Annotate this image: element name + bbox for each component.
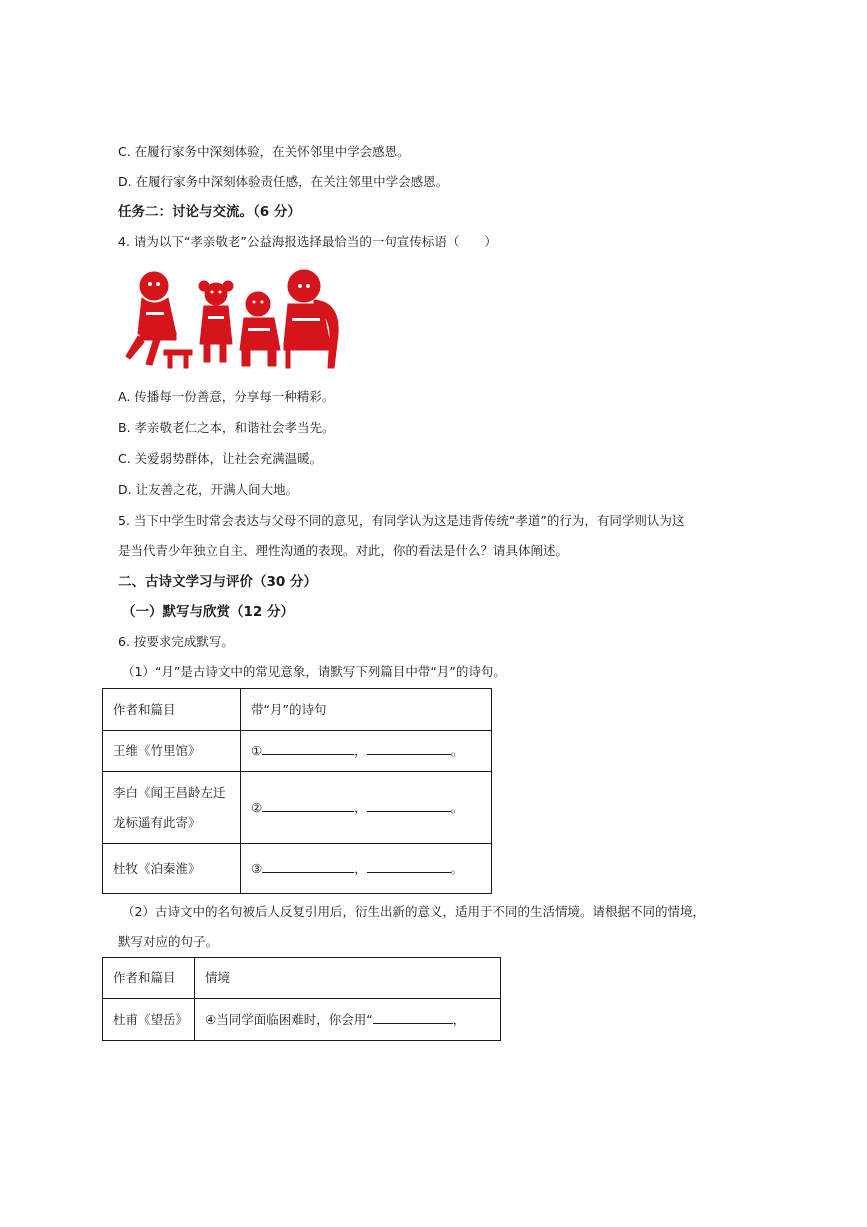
table1-row2-author-line1: 李白《闻王昌龄左迁: [113, 784, 226, 800]
table1-row2-author-line2: 龙标遥有此寄》: [113, 814, 201, 830]
answer-mark-3: ③: [251, 860, 263, 876]
answer-blank-1b[interactable]: [367, 740, 451, 755]
situation-poems-table: [102, 957, 501, 1041]
end-4: ，: [452, 1011, 466, 1027]
option-3c: C. 在履行家务中深刻体验，在关怀邻里中学会感恩。: [118, 144, 410, 159]
sep-2: ，: [354, 799, 367, 815]
question-6-stem: 6. 按要求完成默写。: [118, 634, 234, 649]
table1-header-lines: 带“月”的诗句: [241, 689, 492, 731]
table2-row1-author: 杜甫《望岳》: [103, 999, 195, 1041]
answer-mark-1: ①: [251, 743, 263, 758]
sep-3: ，: [354, 860, 367, 876]
end-1: 。: [450, 743, 464, 758]
answer-blank-3a[interactable]: [262, 858, 354, 873]
papercut-poster-image: [124, 264, 342, 374]
situation-text-4: ④当同学面临困难时，你会用“: [205, 1011, 373, 1027]
option-4c: C. 关爱弱势群体，让社会充满温暖。: [118, 451, 323, 466]
table1-row2-author: [103, 772, 241, 844]
question-6-part2-line1: （2）古诗文中的名句被后人反复引用后，衍生出新的意义，适用于不同的生活情境。请根据不同的情境，: [122, 904, 705, 919]
table1-header-author: 作者和篇目: [103, 689, 241, 731]
question-5-line1: 5. 当下中学生时常会表达与父母不同的意见，有同学认为这是违背传统“孝道”的行为，有同学则认为这: [118, 513, 685, 528]
table2-header-situation: 情境: [195, 958, 501, 999]
sep-1: ，: [354, 743, 367, 758]
answer-blank-2b[interactable]: [367, 797, 451, 812]
answer-blank-4[interactable]: [373, 1009, 453, 1024]
table2-row1-situation: [195, 999, 501, 1041]
option-3d: D. 在履行家务中深刻体验责任感，在关注邻里中学会感恩。: [118, 174, 449, 189]
moon-poems-table: [102, 688, 492, 894]
table1-row1-answer: [241, 731, 492, 772]
option-4d: D. 让友善之花，开满人间大地。: [118, 482, 299, 497]
end-2: 。: [450, 799, 464, 815]
question-5-line2: 是当代青少年独立自主、理性沟通的表现。对此，你的看法是什么？请具体阐述。: [118, 543, 569, 558]
task2-heading: 任务二：讨论与交流。（6 分）: [118, 204, 301, 220]
option-4b: B. 孝亲敬老仁之本，和谐社会孝当先。: [118, 420, 335, 435]
section2-sub1-heading: （一）默写与欣赏（12 分）: [122, 604, 294, 620]
question-6-part1: （1）“月”是古诗文中的常见意象，请默写下列篇目中带“月”的诗句。: [122, 664, 506, 679]
answer-blank-1a[interactable]: [262, 740, 354, 755]
table1-row3-answer: [241, 844, 492, 894]
answer-mark-2: ②: [251, 799, 263, 815]
table1-row1-author: 王维《竹里馆》: [103, 731, 241, 772]
option-4a: A. 传播每一份善意，分享每一种精彩。: [118, 389, 335, 404]
question-6-part2-line2: 默写对应的句子。: [118, 934, 219, 949]
answer-blank-2a[interactable]: [262, 797, 354, 812]
table1-row2-answer: [241, 772, 492, 844]
end-3: 。: [450, 860, 464, 876]
section2-heading: 二、古诗文学习与评价（30 分）: [118, 574, 317, 590]
question-4-stem: 4. 请为以下“孝亲敬老”公益海报选择最恰当的一句宣传标语（ ）: [118, 234, 497, 249]
table2-header-author: 作者和篇目: [103, 958, 195, 999]
table1-row3-author: 杜牧《泊秦淮》: [103, 844, 241, 894]
answer-blank-3b[interactable]: [367, 858, 451, 873]
